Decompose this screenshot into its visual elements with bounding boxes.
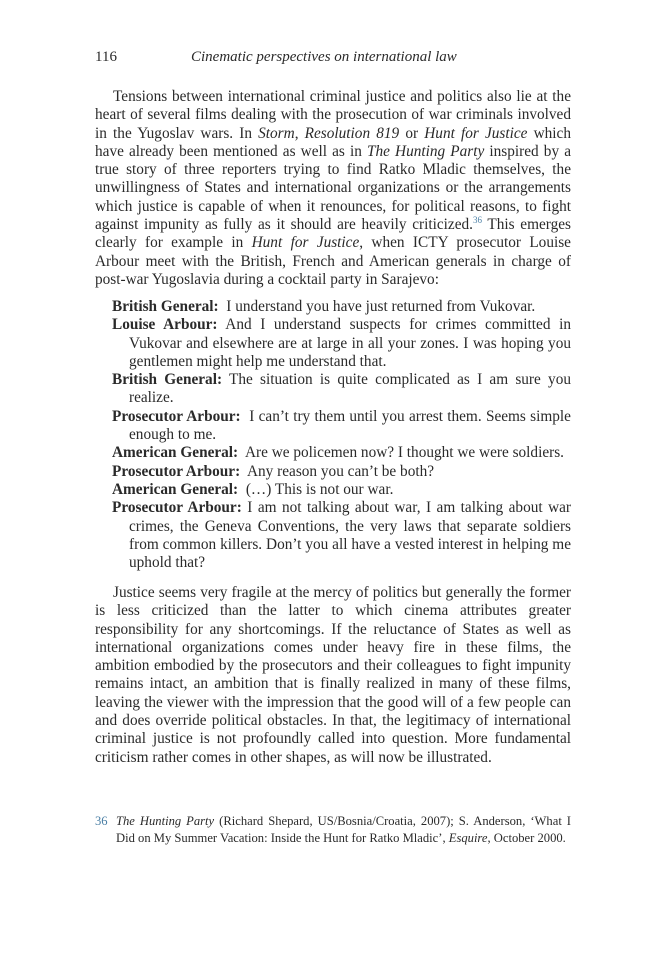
text-run: , October 2000. <box>487 831 566 845</box>
body-paragraph-2: Justice seems very fragile at the mercy of politics but generally the former is less criticized than the latter to which cinema attributes greater responsibility for any shortcomings. If the reluctance of States as well as international organizations comes under heavy fire in these films, the ambition embodied by the prosecutors and their colleagues to fight impunity remains intact, an ambition that is finally realized in many of these films, leaving the viewer with the impression that the good will of a few people can and does override political obstacles. In that, the legitimacy of international criminal justice is not profoundly called into question. More fundamental criticism rather comes in other shapes, as will now be illustrated. <box>95 584 571 766</box>
footnote-reference[interactable]: 36 <box>472 215 482 226</box>
dialogue-line: I understand you have just returned from Vukovar. <box>226 298 536 315</box>
body-paragraph-1 <box>95 88 571 289</box>
footnote <box>95 813 571 847</box>
footnote-number: 36 <box>95 814 108 828</box>
dialogue-line: I can’t try them until you arrest them. Seems simple enough to me. <box>129 407 571 444</box>
dialogue-line: The situation is quite complicated as I am sure you realize. <box>129 371 571 407</box>
dialogue-turn <box>112 408 571 445</box>
text-run: , when ICTY prosecutor Louise Arbour meet with the British, French and American generals in charge of post-war Yugoslavia during a cocktail party in Sarajevo: <box>95 234 571 288</box>
page-number: 116 <box>95 49 117 65</box>
dialogue-excerpt <box>112 298 571 572</box>
text-run: which have already been mentioned as well as in <box>95 124 571 160</box>
running-title: Cinematic perspectives on international law <box>191 49 457 65</box>
film-title: Storm <box>258 124 295 142</box>
dialogue-turn <box>112 371 571 408</box>
speaker-name: Louise Arbour: <box>112 316 218 334</box>
dialogue-turn <box>112 444 571 462</box>
dialogue-turn <box>112 316 571 371</box>
film-title: Hunt for Justice <box>424 124 528 142</box>
dialogue-line: Any reason you can’t be both? <box>246 462 435 480</box>
speaker-name: Prosecutor Arbour: <box>112 462 241 480</box>
dialogue-turn <box>112 481 571 499</box>
dialogue-turn <box>112 499 571 572</box>
dialogue-turn <box>112 298 571 316</box>
running-head <box>95 49 571 69</box>
dialogue-turn <box>112 463 571 481</box>
speaker-name: Prosecutor Arbour: <box>112 499 242 517</box>
text-run: , <box>294 124 305 142</box>
dialogue-line: (…) This is not our war. <box>245 480 394 498</box>
dialogue-line: I am not talking about war, I am talking about war crimes, the Geneva Conventions, the very laws that separate soldiers from common killers. Don’t you all have a vested interest in helping me uphold that? <box>129 499 571 572</box>
film-title: The Hunting Party <box>116 814 215 828</box>
magazine-title: Esquire <box>448 831 488 845</box>
dialogue-line: Are we policemen now? I thought we were soldiers. <box>244 444 564 462</box>
speaker-name: Prosecutor Arbour: <box>112 407 241 425</box>
footnote-text <box>116 813 571 847</box>
text-run: Tensions between international criminal justice and politics also lie at the heart of several films dealing with the prosecution of war criminals involved in the Yugoslav wars. In <box>95 88 571 142</box>
speaker-name: American General: <box>112 480 239 498</box>
film-title: The Hunting Party <box>366 142 485 160</box>
speaker-name: American General: <box>112 444 239 462</box>
text-run: or <box>399 124 425 142</box>
text-run: This emerges clearly for example in <box>95 216 571 252</box>
speaker-name: British General: <box>112 298 219 315</box>
film-title: Resolution 819 <box>304 124 400 142</box>
text-run: (Richard Shepard, US/Bosnia/Croatia, 2007); S. Anderson, ‘What I Did on My Summer Vacation: Inside the Hunt for Ratko Mladic’, <box>116 814 572 845</box>
film-title: Hunt for Justice <box>251 234 360 252</box>
dialogue-line: And I understand suspects for crimes committed in Vukovar and elsewhere are at large in all your zones. I was hoping you gentlemen might help me understand that. <box>129 316 571 370</box>
text-run: inspired by a true story of three reporters trying to find Ratko Mladic themselves, the unwillingness of States and international organizations or the arrangements which justice is capable of when it renounces, for political reasons, to fight against impunity as fully as it should are heavily criticized. <box>95 142 571 234</box>
speaker-name: British General: <box>112 371 223 389</box>
